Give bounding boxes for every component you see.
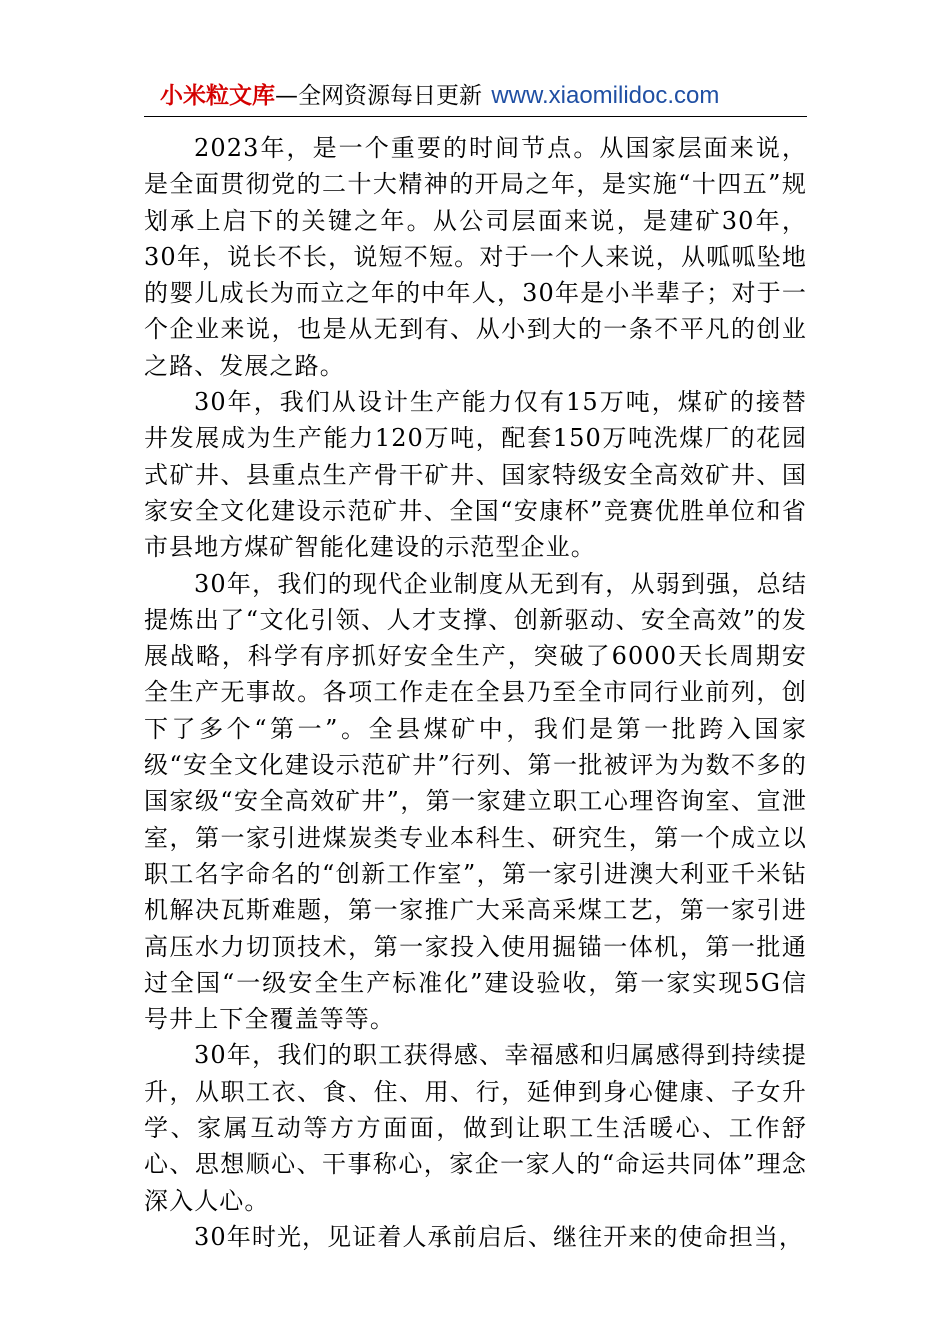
paragraph: 30年时光，见证着人承前启后、继往开来的使命担当， xyxy=(194,1222,805,1251)
site-url-link[interactable]: www.xiaomilidoc.com xyxy=(491,82,720,109)
brand-name: 小米粒文库 xyxy=(160,83,275,109)
paragraph: 30年，我们的职工获得感、幸福感和归属感得到持续提升，从职工衣、食、住、用、行，延伸到身心健康、子女升学、家属互动等方方面面，做到让职工生活暖心、工作舒心、思想顺心、干事称心，家企一家人的“命运共同体”理念深入人心。 xyxy=(144,1041,807,1215)
paragraph: 2023年，是一个重要的时间节点。从国家层面来说，是全面贯彻党的二十大精神的开局之年，是实施“十四五”规划承上启下的关键之年。从公司层面来说，是建矿30年，30年，说长不长，说短不短。对于一个人来说，从呱呱坠地的婴儿成长为而立之年的中年人，30年是小半辈子；对于一个企业来说，也是从无到有、从小到大的一条不平凡的创业之路、发展之路。 xyxy=(144,134,807,380)
paragraph: 30年，我们的现代企业制度从无到有，从弱到强，总结提炼出了“文化引领、人才支撑、创新驱动、安全高效”的发展战略，科学有序抓好安全生产，突破了6000天长周期安全生产无事故。各项工作走在全县乃至全市同行业前列，创下了多个“第一”。全县煤矿中，我们是第一批跨入国家级“安全文化建设示范矿井”行列、第一批被评为为数不多的国家级“安全高效矿井”，第一家建立职工心理咨询室、宣泄室，第一家引进煤炭类专业本科生、研究生，第一个成立以职工名字命名的“创新工作室”，第一家引进澳大利亚千米钻机解决瓦斯难题，第一家推广大采高采煤工艺，第一家引进高压水力切顶技术，第一家投入使用掘锚一体机，第一批通过全国“一级安全生产标准化”建设验收，第一家实现5G信号井上下全覆盖等等。 xyxy=(144,569,807,1034)
page-header xyxy=(160,78,719,114)
header-separator: — xyxy=(275,83,298,109)
paragraph: 30年，我们从设计生产能力仅有15万吨，煤矿的接替井发展成为生产能力120万吨，配套150万吨洗煤厂的花园式矿井、县重点生产骨干矿井、国家特级安全高效矿井、国家安全文化建设示范矿井、全国“安康杯”竞赛优胜单位和省市县地方煤矿智能化建设的示范型企业。 xyxy=(144,388,807,562)
header-divider xyxy=(144,116,807,117)
article-body xyxy=(144,130,807,1255)
header-tagline: 全网资源每日更新 xyxy=(298,83,482,109)
